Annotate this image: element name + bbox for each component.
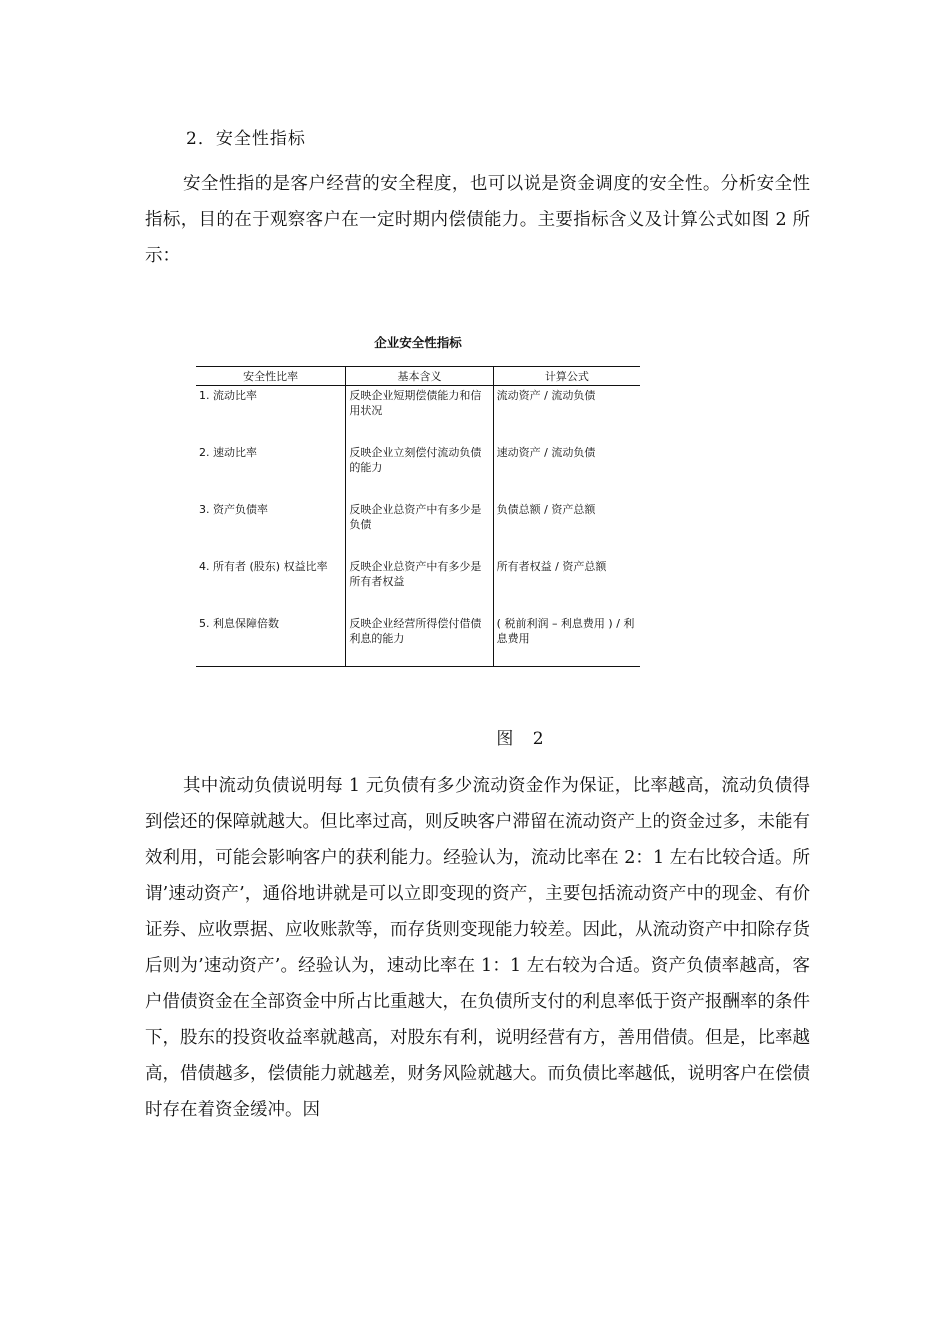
table-row [196, 614, 640, 667]
column-header-formula: 计算公式 [493, 367, 640, 386]
body-paragraph: 其中流动负债说明每 1 元负债有多少流动资金作为保证，比率越高，流动负债得到偿还的保障就越大。但比率过高，则反映客户滞留在流动资产上的资金过多，未能有效利用，可能会影响客户的获利能力。经验认为，流动比率在 2：1 左右比较合适。所谓’速动资产’，通俗地讲就是可以立即变现的资产，主要包括流动资产中的现金、有价证券、应收票据、应收账款等，而存货则变现能力较差。因此，从流动资产中扣除存货后则为’速动资产’。经验认为，速动比率在 1：1 左右较为合适。资产负债率越高，客户借债资金在全部资金中所占比重越大，在负债所支付的利息率低于资产报酬率的条件下，股东的投资收益率就越高，对股东有利，说明经营有方，善用借债。但是，比率越高，借债越多，偿债能力就越差，财务风险就越大。而负债比率越低，说明客户在偿债时存在着资金缓冲。因 [145, 776, 810, 1120]
formula-cell: 速动资产 / 流动负债 [493, 443, 640, 500]
meaning-cell: 反映企业总资产中有多少是所有者权益 [346, 557, 493, 614]
column-header-meaning: 基本含义 [346, 367, 493, 386]
table-row [196, 557, 640, 614]
meaning-cell: 反映企业短期偿债能力和信用状况 [346, 386, 493, 444]
ratio-cell: 2. 速动比率 [199, 446, 257, 459]
table-row [196, 443, 640, 500]
table-header-row [196, 367, 640, 386]
figure-caption: 图 2 [496, 729, 544, 749]
formula-cell: ( 税前利润 – 利息费用 ) / 利息费用 [493, 614, 640, 667]
figure-title: 企业安全性指标 [374, 335, 462, 350]
column-header-ratio: 安全性比率 [196, 367, 346, 386]
ratio-cell: 5. 利息保障倍数 [199, 617, 279, 630]
ratio-cell: 1. 流动比率 [199, 389, 257, 402]
ratio-cell: 4. 所有者 (股东) 权益比率 [199, 560, 328, 573]
meaning-cell: 反映企业立刻偿付流动负债的能力 [346, 443, 493, 500]
formula-cell: 所有者权益 / 资产总额 [493, 557, 640, 614]
table-row [196, 500, 640, 557]
formula-cell: 流动资产 / 流动负债 [493, 386, 640, 444]
table-row [196, 386, 640, 444]
intro-paragraph: 安全性指的是客户经营的安全程度，也可以说是资金调度的安全性。分析安全性指标，目的在于观察客户在一定时期内偿债能力。主要指标含义及计算公式如图 2 所示： [145, 174, 810, 266]
section-heading: 2．安全性指标 [186, 129, 306, 149]
safety-metrics-table [196, 366, 640, 667]
meaning-cell: 反映企业总资产中有多少是负债 [346, 500, 493, 557]
formula-cell: 负债总额 / 资产总额 [493, 500, 640, 557]
meaning-cell: 反映企业经营所得偿付借债利息的能力 [346, 614, 493, 667]
ratio-cell: 3. 资产负债率 [199, 503, 268, 516]
